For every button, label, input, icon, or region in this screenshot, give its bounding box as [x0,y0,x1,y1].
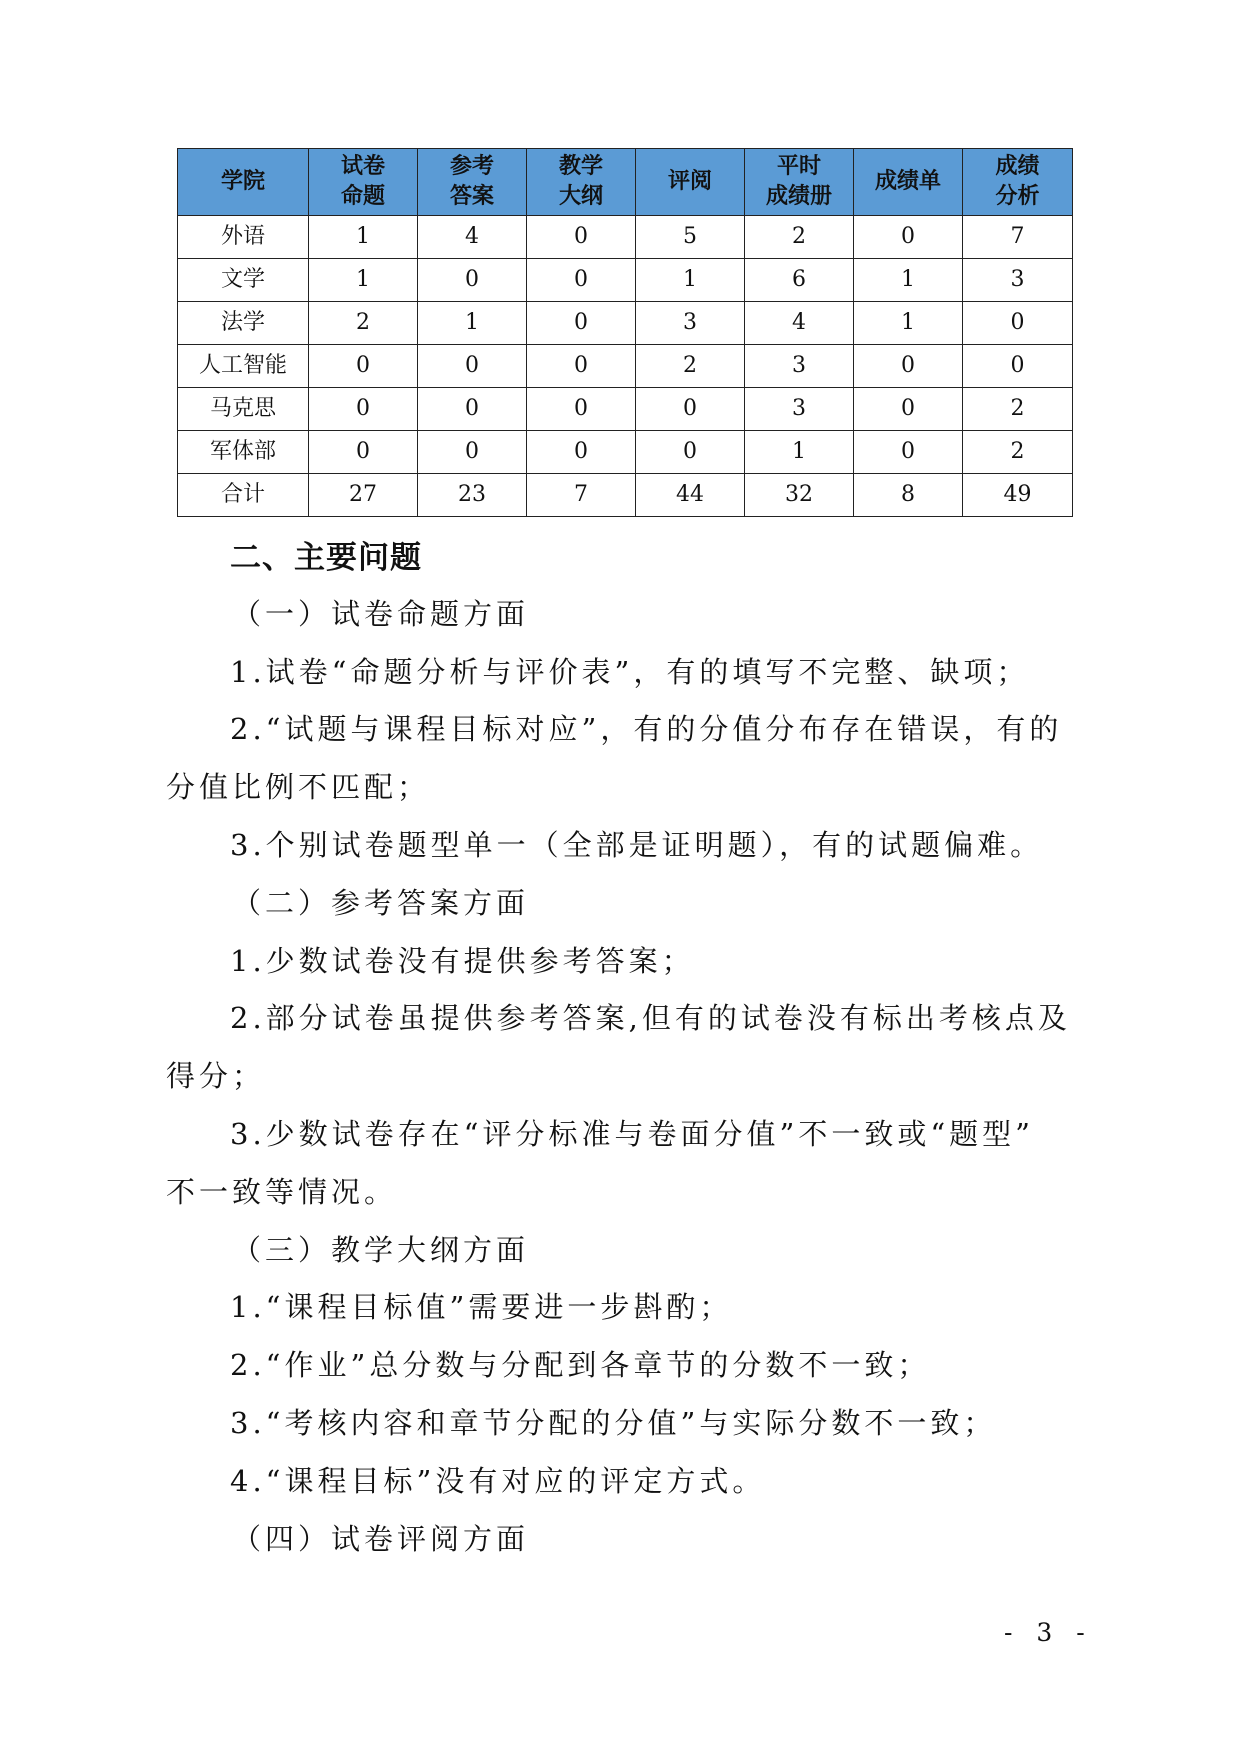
cell-value: 0 [418,259,527,302]
paragraph: 1.少数试卷没有提供参考答案； [230,944,695,978]
paragraph-continued: 不一致等情况。 [166,1175,398,1209]
cell-value: 1 [418,302,527,345]
paragraph: 2.“作业”总分数与分配到各章节的分数不一致； [230,1348,931,1382]
cell-value: 2 [963,388,1073,431]
cell-value: 0 [854,388,963,431]
table-row [178,216,1073,259]
cell-value: 0 [527,431,636,474]
cell-value: 6 [745,259,854,302]
subsection-title-syllabus: （三）教学大纲方面 [232,1233,530,1267]
cell-value: 44 [636,474,745,517]
cell-value: 0 [854,345,963,388]
cell-value: 3 [636,302,745,345]
cell-value: 0 [527,345,636,388]
subsection-title-grading: （四）试卷评阅方面 [232,1522,530,1556]
paragraph: 1.试卷“命题分析与评价表”，有的填写不完整、缺项； [230,655,1030,689]
header-college: 学院 [178,149,309,216]
header-transcript: 成绩单 [854,149,963,216]
cell-college: 法学 [178,302,309,345]
cell-value: 0 [963,302,1073,345]
paragraph-continued: 得分； [166,1059,266,1093]
paragraph: 3.个别试卷题型单一（全部是证明题），有的试题偏难。 [230,828,1044,862]
cell-value: 0 [418,431,527,474]
paragraph: 3.少数试卷存在“评分标准与卷面分值”不一致或“题型” [230,1117,1034,1151]
table-header-row [178,149,1073,216]
cell-value: 0 [854,216,963,259]
cell-value: 3 [745,345,854,388]
cell-value: 0 [309,388,418,431]
cell-value: 0 [418,388,527,431]
page-number: - 3 - [1004,1618,1093,1647]
cell-value: 27 [309,474,418,517]
cell-value: 1 [309,259,418,302]
cell-value: 23 [418,474,527,517]
cell-value: 1 [854,259,963,302]
cell-college: 文学 [178,259,309,302]
paragraph: 2.“试题与课程目标对应”，有的分值分布存在错误，有的 [230,712,1063,746]
cell-value: 5 [636,216,745,259]
cell-value: 3 [963,259,1073,302]
subsection-title-answers: （二）参考答案方面 [232,886,530,920]
table-total-row [178,474,1073,517]
paragraph: 1.“课程目标值”需要进一步斟酌； [230,1290,733,1324]
paragraph: 2.部分试卷虽提供参考答案,但有的试卷没有标出考核点及 [230,1001,1071,1035]
cell-value: 49 [963,474,1073,517]
table-row [178,259,1073,302]
header-grading: 评阅 [636,149,745,216]
cell-value: 2 [309,302,418,345]
paragraph-continued: 分值比例不匹配； [166,770,431,804]
cell-college: 军体部 [178,431,309,474]
table-row [178,388,1073,431]
cell-value: 2 [745,216,854,259]
cell-value: 0 [309,345,418,388]
cell-value: 0 [309,431,418,474]
cell-value: 4 [418,216,527,259]
header-syllabus: 教学 大纲 [527,149,636,216]
cell-value: 0 [527,216,636,259]
cell-value: 32 [745,474,854,517]
cell-value: 0 [527,259,636,302]
header-exam-proposition: 试卷 命题 [309,149,418,216]
cell-value: 2 [636,345,745,388]
paragraph: 4.“课程目标”没有对应的评定方式。 [230,1464,766,1498]
cell-value: 0 [636,431,745,474]
section-heading: 二、主要问题 [230,540,422,576]
header-grade-analysis: 成绩 分析 [963,149,1073,216]
cell-value: 8 [854,474,963,517]
cell-value: 1 [745,431,854,474]
cell-college: 外语 [178,216,309,259]
cell-value: 4 [745,302,854,345]
header-reference-answer: 参考 答案 [418,149,527,216]
cell-value: 0 [527,302,636,345]
statistics-table [177,148,1073,517]
subsection-title-proposition: （一）试卷命题方面 [232,597,530,631]
cell-value: 7 [963,216,1073,259]
header-regular-grade-book: 平时 成绩册 [745,149,854,216]
table-row [178,431,1073,474]
cell-value: 1 [636,259,745,302]
cell-value: 0 [527,388,636,431]
cell-college: 合计 [178,474,309,517]
cell-value: 7 [527,474,636,517]
cell-value: 0 [854,431,963,474]
cell-value: 2 [963,431,1073,474]
cell-value: 1 [854,302,963,345]
cell-value: 0 [963,345,1073,388]
paragraph: 3.“考核内容和章节分配的分值”与实际分数不一致； [230,1406,997,1440]
cell-value: 3 [745,388,854,431]
cell-value: 1 [309,216,418,259]
cell-value: 0 [636,388,745,431]
table-row [178,345,1073,388]
table-row [178,302,1073,345]
cell-college: 人工智能 [178,345,309,388]
cell-value: 0 [418,345,527,388]
cell-college: 马克思 [178,388,309,431]
